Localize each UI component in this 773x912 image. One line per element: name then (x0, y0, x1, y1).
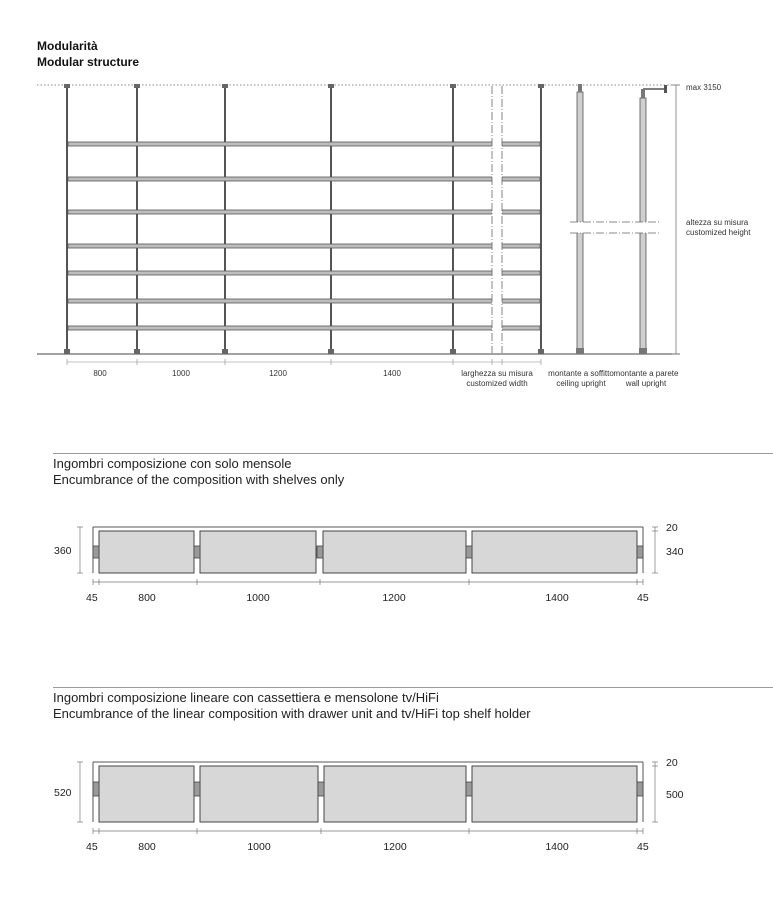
shelf-2 (68, 177, 540, 181)
drawers-depth-total: 520 (54, 787, 72, 799)
plan-drawer-800 (99, 766, 194, 822)
plan-shelf-1200 (323, 531, 466, 573)
drawers-module-800: 800 (138, 841, 156, 853)
plan-shelf-800 (99, 531, 194, 573)
shelves-depth-total: 360 (54, 545, 72, 557)
drawers-module-1000: 1000 (247, 841, 271, 853)
shelf-7 (68, 326, 540, 330)
width-label-1400: 1400 (383, 369, 401, 378)
wall-upright-label-1: montante a parete (613, 369, 679, 378)
plan-shelves-drawing (0, 515, 773, 615)
wall-upright (639, 85, 667, 354)
shelves (68, 142, 540, 330)
shelf-6 (68, 299, 540, 303)
shelves-title-italian: Ingombri composizione con solo mensole (53, 456, 292, 471)
max-height-label: max 3150 (686, 83, 722, 92)
custom-height-label-1: altezza su misura (686, 218, 749, 227)
width-label-1200: 1200 (269, 369, 287, 378)
shelves-end-left: 45 (86, 592, 98, 604)
heading-italian: Modularità (37, 39, 98, 53)
section-divider-shelves (53, 453, 773, 454)
shelves-module-1400: 1400 (545, 592, 569, 604)
ceiling-upright-label-2: ceiling upright (556, 379, 606, 388)
uprights (67, 85, 541, 354)
drawers-title-italian: Ingombri composizione lineare con cassettiera e mensolone tv/HiFi (53, 690, 439, 705)
wall-upright-label-2: wall upright (625, 379, 667, 388)
plan-shelves-boards (99, 531, 637, 573)
shelves-depth-shelf: 340 (666, 546, 684, 558)
drawers-module-1400: 1400 (545, 841, 569, 853)
heading-english: Modular structure (37, 55, 140, 69)
width-label-800: 800 (93, 369, 107, 378)
ceiling-upright (576, 84, 584, 354)
plan-shelf-1000 (200, 531, 316, 573)
shelf-4 (68, 244, 540, 248)
plan-drawers-drawing (0, 750, 773, 860)
drawers-depth-top: 20 (666, 757, 678, 769)
shelf-3 (68, 210, 540, 214)
custom-width-label-1: larghezza su misura (461, 369, 533, 378)
shelves-end-right: 45 (637, 592, 649, 604)
shelves-module-1200: 1200 (382, 592, 406, 604)
custom-height-break (570, 222, 656, 233)
shelf-1 (68, 142, 540, 146)
plan-drawer-1000 (200, 766, 318, 822)
ceiling-upright-label-1: montante a soffitto (548, 369, 614, 378)
plan-drawers-boards (99, 766, 637, 822)
drawers-section-title (53, 690, 531, 722)
elevation-drawing (0, 0, 773, 400)
shelves-module-1000: 1000 (246, 592, 270, 604)
drawers-title-english: Encumbrance of the linear composition with drawer unit and tv/HiFi top shelf holder (53, 706, 531, 721)
custom-width-label-2: customized width (466, 379, 528, 388)
drawers-end-right: 45 (637, 841, 649, 853)
custom-width-break (492, 86, 502, 353)
shelves-module-800: 800 (138, 592, 156, 604)
shelves-depth-top: 20 (666, 522, 678, 534)
drawers-module-1200: 1200 (383, 841, 407, 853)
shelves-title-english: Encumbrance of the composition with shelves only (53, 472, 345, 487)
drawers-end-left: 45 (86, 841, 98, 853)
section-divider-drawers (53, 687, 773, 688)
shelves-section-title (53, 456, 344, 488)
width-label-1000: 1000 (172, 369, 190, 378)
drawers-depth-shelf: 500 (666, 789, 684, 801)
custom-height-label-2: customized height (686, 228, 751, 237)
plan-drawer-1400 (472, 766, 637, 822)
plan-drawer-1200 (324, 766, 466, 822)
shelf-5 (68, 271, 540, 275)
plan-shelf-1400 (472, 531, 637, 573)
